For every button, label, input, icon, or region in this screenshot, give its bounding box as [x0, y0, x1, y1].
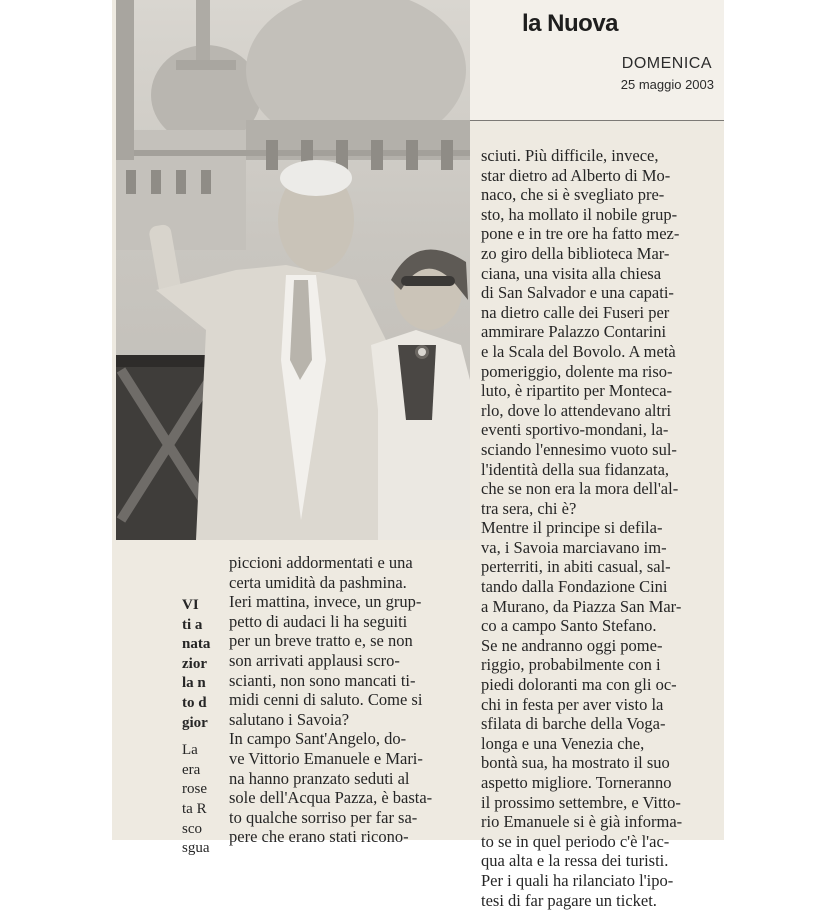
text-line: zior: [182, 655, 207, 672]
text-line: e la Scala del Bovolo. A metà: [481, 341, 676, 361]
text-line: sto, ha mollato il nobile grup-: [481, 204, 678, 224]
text-line: ta R: [182, 800, 207, 817]
newspaper-name: la Nuova: [522, 10, 619, 37]
text-line: sco: [182, 820, 202, 837]
text-line: In campo Sant'Angelo, do-: [229, 729, 407, 749]
text-line: rio Emanuele si è già informa-: [481, 812, 683, 832]
text-line: l'identità della sua fidanzata,: [481, 459, 670, 479]
text-line: Per i quali ha rilanciato l'ipo-: [481, 870, 674, 890]
text-line: tando dalla Fondazione Cini: [481, 577, 668, 597]
text-line: La: [182, 742, 198, 759]
text-line: pere che erano stati ricono-: [229, 827, 409, 847]
text-line: to se in quel periodo c'è l'ac-: [481, 831, 670, 851]
text-line: pomeriggio, dolente ma riso-: [481, 361, 673, 381]
text-line: na hanno pranzato seduti al: [229, 768, 410, 788]
text-line: na dietro calle dei Fuseri per: [481, 302, 670, 322]
text-line: naco, che si è svegliato pre-: [481, 185, 665, 205]
text-line: ti a: [182, 616, 203, 633]
text-line: midi cenni di saluto. Come si: [229, 690, 423, 710]
spacer: [182, 733, 226, 741]
text-line: piccioni addormentati e una: [229, 553, 413, 572]
text-line: salutano i Savoia?: [229, 709, 350, 729]
text-line: tesi di far pagare un ticket.: [481, 890, 657, 910]
photo-couple-venice-icon: [116, 0, 470, 540]
text-line: gior: [182, 714, 208, 731]
text-line: sgua: [182, 840, 210, 857]
text-line: Mentre il principe si defila-: [481, 518, 663, 538]
text-line: to qualche sorriso per far sa-: [229, 807, 418, 827]
news-photo: [116, 0, 470, 540]
text-line: longa e una Venezia che,: [481, 733, 645, 753]
article-column-left-cropped: [182, 596, 226, 857]
text-line: pone e in tre ore ha fatto mez-: [481, 224, 680, 244]
text-line: qua alta e la ressa dei turisti.: [481, 851, 669, 871]
text-line: aspetto migliore. Torneranno: [481, 773, 672, 792]
text-line: scianti, non sono mancati ti-: [229, 670, 416, 690]
text-line: son arrivati applausi scro-: [229, 650, 400, 670]
text-line: co a campo Santo Stefano.: [481, 616, 657, 636]
weekday: DOMENICA: [621, 55, 712, 72]
text-line: Ieri mattina, invece, un grup-: [229, 592, 422, 612]
text-line: il prossimo settembre, e Vitto-: [481, 792, 681, 812]
text-line: petto di audaci li ha seguiti: [229, 611, 408, 631]
text-line: nata: [182, 636, 211, 653]
text-line: star dietro ad Alberto di Mo-: [481, 165, 671, 185]
text-line: ve Vittorio Emanuele e Mari-: [229, 748, 423, 768]
text-line: chi in festa per aver visto la: [481, 694, 664, 714]
text-line: rose: [182, 781, 207, 798]
text-line: VI: [182, 597, 199, 613]
text-line: sfilata di barche della Voga-: [481, 714, 666, 734]
text-line: riggio, probabilmente con i: [481, 655, 661, 675]
text-line: ciana, una visita alla chiesa: [481, 263, 662, 283]
text-line: certa umidità da pashmina.: [229, 572, 407, 592]
article-column-right: [481, 146, 723, 910]
text-line: tra sera, chi è?: [481, 498, 577, 518]
text-line: piedi doloranti ma con gli oc-: [481, 675, 677, 695]
text-line: perterriti, in abiti casual, sal-: [481, 557, 671, 577]
text-line: era: [182, 761, 201, 778]
text-line: ammirare Palazzo Contarini: [481, 322, 667, 342]
text-line: va, i Savoia marciavano im-: [481, 537, 667, 557]
text-line: la n: [182, 675, 206, 692]
text-line: che se non era la mora dell'al-: [481, 479, 679, 499]
text-line: per un breve tratto e, se non: [229, 631, 413, 651]
article-column-middle: [229, 553, 467, 847]
text-line: sole dell'Acqua Pazza, è basta-: [229, 788, 433, 808]
text-line: sciando l'ennesimo vuoto sul-: [481, 439, 677, 459]
text-line: luto, è ripartito per Monteca-: [481, 381, 673, 401]
text-line: rlo, dove lo attendevano altri: [481, 400, 672, 420]
text-line: zo giro della biblioteca Mar-: [481, 243, 670, 263]
text-line: a Murano, da Piazza San Mar-: [481, 596, 682, 616]
text-line: bontà sua, ha mostrato il suo: [481, 753, 670, 773]
text-line: Se ne andranno oggi pome-: [481, 635, 663, 655]
text-line: di San Salvador e una capati-: [481, 283, 674, 303]
text-line: to d: [182, 694, 207, 711]
text-line: eventi sportivo-mondani, la-: [481, 420, 669, 440]
publication-date: 25 maggio 2003: [620, 77, 714, 92]
text-line: sciuti. Più difficile, invece,: [481, 146, 659, 165]
